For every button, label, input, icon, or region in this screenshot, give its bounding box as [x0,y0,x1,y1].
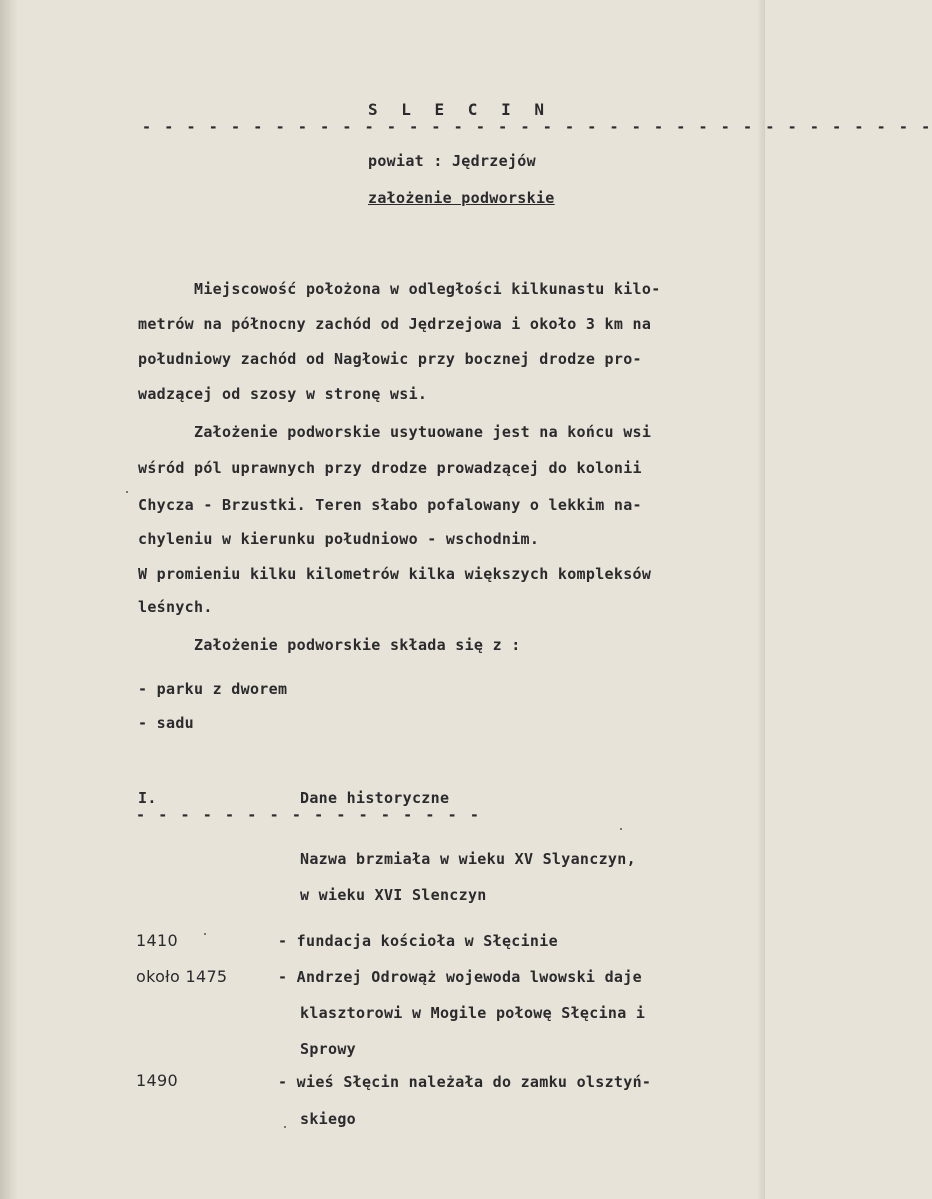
title-dashed-rule: - - - - - - - - - - - - - - - - - - - - - - - - - - - - - - - - - - - - [142,118,932,136]
name-note-line: Nazwa brzmiała w wieku XV Slyanczyn, [300,850,636,868]
section-dashed-rule: - - - - - - - - - - - - - - - - [136,806,482,824]
composition-item: - sadu [138,714,194,732]
paragraph-line: wadzącej od szosy w stronę wsi. [138,385,428,403]
paper-speck [204,933,206,935]
section-number: I. [138,789,157,807]
paragraph-line: Miejscowość położona w odległości kilkunastu kilo- [194,280,661,298]
composition-intro: Założenie podworskie składa się z : [194,636,521,654]
paragraph-line: W promieniu kilku kilometrów kilka większych kompleksów [138,565,652,583]
site-type-line: założenie podworskie [368,189,555,207]
powiat-line: powiat : Jędrzejów [368,152,536,170]
paragraph-line: metrów na północny zachód od Jędrzejowa i około 3 km na [138,315,652,333]
entry-year: 1410 [136,931,178,950]
paper-speck [620,828,622,830]
document-title: S L E C I N [368,100,551,119]
section-title: Dane historyczne [300,789,450,807]
entry-year: około 1475 [136,967,228,986]
paper-speck [126,491,128,493]
entry-year: 1490 [136,1071,178,1090]
entry-line: Sprowy [300,1040,356,1058]
entry-line: - fundacja kościoła w Słęcinie [278,932,558,950]
page-left-edge [0,0,18,1199]
paragraph-line: wśród pól uprawnych przy drodze prowadzącej do kolonii [138,459,642,477]
paragraph-line: chyleniu w kierunku południowo - wschodnim. [138,530,540,548]
name-note-line: w wieku XVI Slenczyn [300,886,487,904]
paragraph-line: Chycza - Brzustki. Teren słabo pofalowany o lekkim na- [138,496,642,514]
paragraph-line: południowy zachód od Nagłowic przy bocznej drodze pro- [138,350,642,368]
entry-line: klasztorowi w Mogile połowę Słęcina i [300,1004,646,1022]
entry-line: skiego [300,1110,356,1128]
paragraph-line: leśnych. [138,598,213,616]
entry-line: - wieś Słęcin należała do zamku olsztyń- [278,1073,652,1091]
entry-line: - Andrzej Odrowąż wojewoda lwowski daje [278,968,642,986]
page-right-edge [757,0,765,1199]
composition-item: - parku z dworem [138,680,288,698]
paragraph-line: Założenie podworskie usytuowane jest na końcu wsi [194,423,652,441]
paper-speck [284,1126,286,1128]
